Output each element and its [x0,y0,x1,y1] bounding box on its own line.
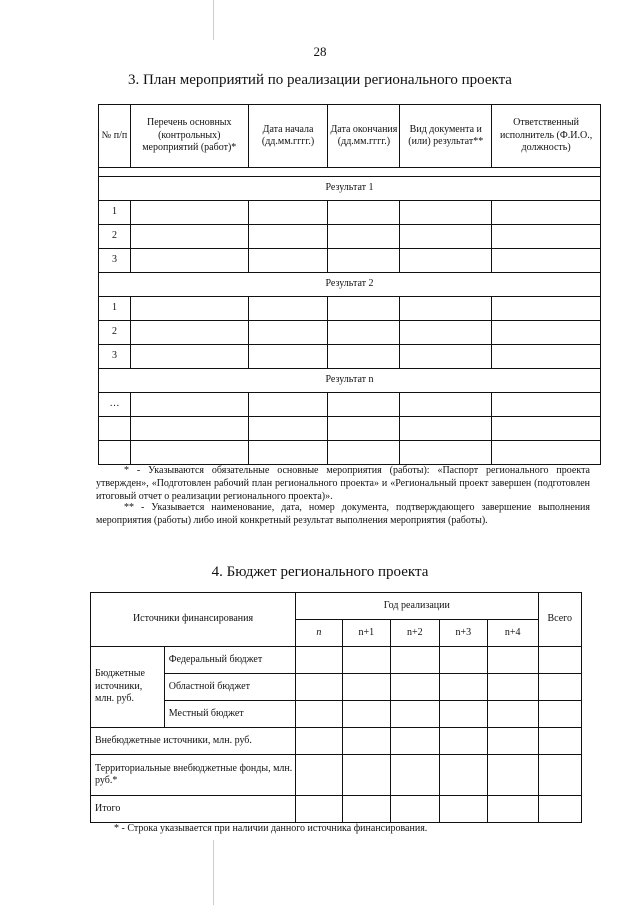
row-number [99,417,131,441]
row-number: 2 [99,321,131,345]
header-number: № п/п [99,105,131,168]
table-row [99,225,601,249]
footnote-activities: * - Указываются обязательные основные мероприятия (работы): «Паспорт регионального проекта утвержден», «Подготовлен рабочий план регионального проекта» и «Региональный проект завершен (подготовлен итоговый отчет о реализации регионального проекта)». [96,465,590,502]
header-year: Год реализации [296,593,538,620]
group-label-result-2: Результат 2 [99,273,601,297]
extrabudget-label: Внебюджетные источники, млн. руб. [91,728,296,755]
header-document-type: Вид документа и (или) результат** [400,105,492,168]
section-4-title: 4. Бюджет регионального проекта [211,564,429,580]
budget-federal-label: Федеральный бюджет [164,647,295,674]
footnote-document: ** - Указывается наименование, дата, номер документа, подтверждающего завершение выполнения мероприятия (работы) либо иной конкретный результат выполнения мероприятия (работы). [96,502,590,526]
year-n: n [296,620,342,647]
year-n2: n+2 [391,620,439,647]
row-number: … [99,393,131,417]
footnote-budget: * - Строка указывается при наличии данного источника финансирования. [114,823,428,834]
table-row [99,249,601,273]
group-label-result-n: Результат n [99,369,601,393]
group-label-result-1: Результат 1 [99,177,601,201]
table-row [99,393,601,417]
budget-regional-label: Областной бюджет [164,674,295,701]
year-n1: n+1 [342,620,390,647]
table-row [99,321,601,345]
row-number: 2 [99,225,131,249]
row-number: 3 [99,249,131,273]
table-row [99,417,601,441]
header-responsible: Ответственный исполнитель (Ф.И.О., должность) [492,105,601,168]
activities-plan-table [98,104,601,465]
table-header-row [99,105,601,168]
row-number: 3 [99,345,131,369]
section-3-title: 3. План мероприятий по реализации регионального проекта [128,72,512,88]
year-n3: n+3 [439,620,487,647]
row-number [99,441,131,465]
row-number: 1 [99,297,131,321]
table-row [99,297,601,321]
table-row [99,201,601,225]
header-total: Всего [538,593,582,647]
table-row [99,345,601,369]
header-end-date: Дата окончания (дд.мм.гггг.) [328,105,400,168]
row-number: 1 [99,201,131,225]
budget-local-label: Местный бюджет [164,701,295,728]
year-n4: n+4 [488,620,539,647]
header-start-date: Дата начала (дд.мм.гггг.) [248,105,328,168]
total-label: Итого [91,796,296,823]
header-activities: Перечень основных (контрольных) мероприятий (работ)* [130,105,248,168]
table-row [99,441,601,465]
budget-table [90,592,582,823]
spacer-cell [99,168,601,177]
budget-group-label: Бюджетные источники, млн. руб. [91,647,165,728]
territorial-funds-label: Территориальные внебюджетные фонды, млн. руб.* [91,755,296,796]
page-number: 28 [313,44,327,59]
header-sources: Источники финансирования [91,593,296,647]
